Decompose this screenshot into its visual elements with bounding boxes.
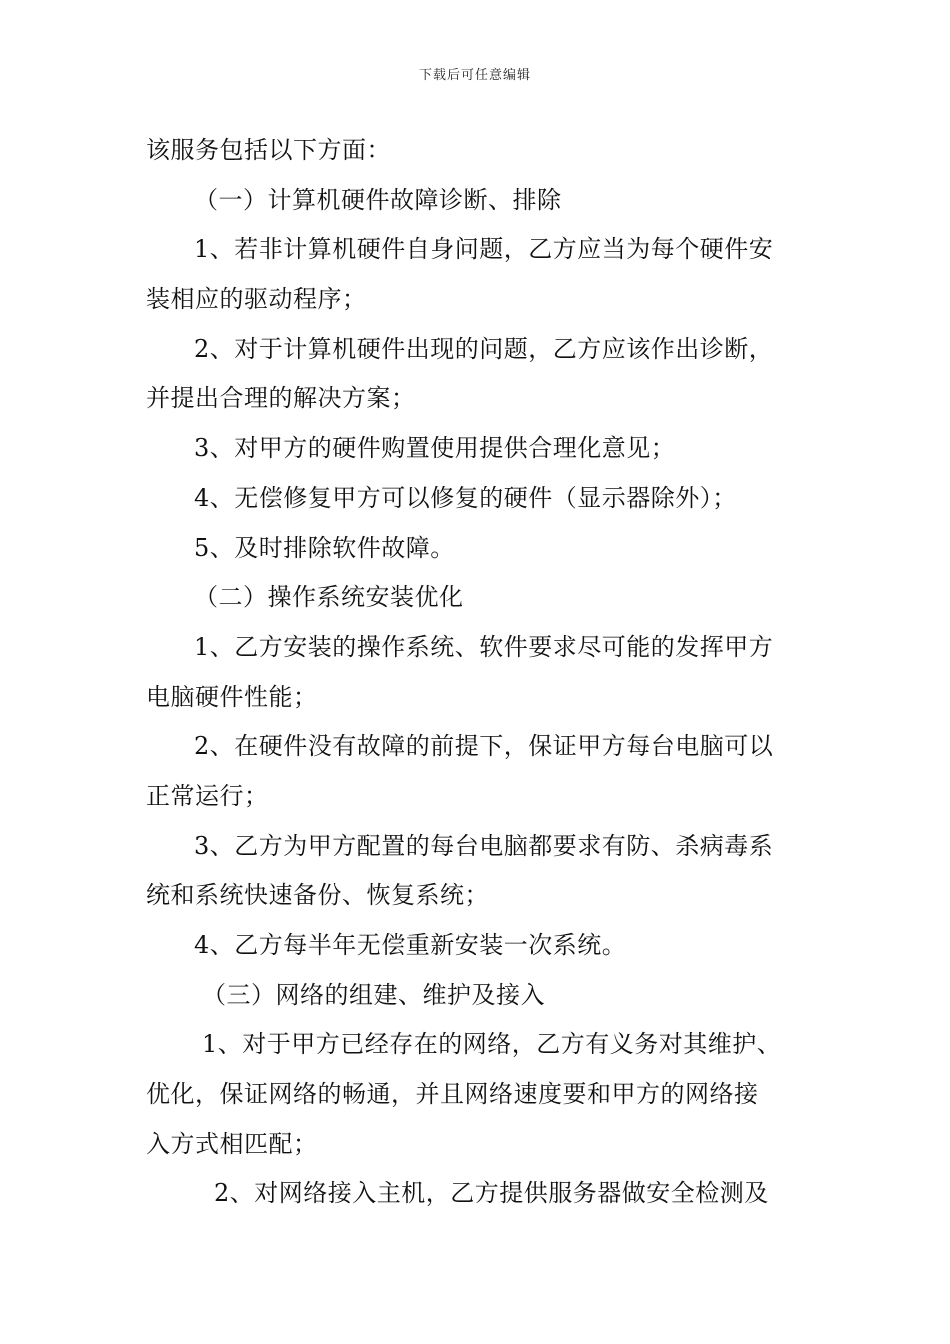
paragraph-line: 正常运行； bbox=[146, 781, 269, 810]
paragraph-line: 统和系统快速备份、恢复系统； bbox=[146, 881, 489, 910]
paragraph-line: 优化，保证网络的畅通，并且网络速度要和甲方的网络接 bbox=[146, 1080, 759, 1109]
paragraph-line: 电脑硬件性能； bbox=[146, 682, 318, 711]
paragraph-line: 5、及时排除软件故障。 bbox=[194, 533, 455, 562]
paragraph-line: 3、乙方为甲方配置的每台电脑都要求有防、杀病毒系 bbox=[194, 831, 774, 860]
section-heading: （三）网络的组建、维护及接入 bbox=[202, 980, 545, 1009]
paragraph-line: 4、乙方每半年无偿重新安装一次系统。 bbox=[194, 931, 627, 959]
paragraph-line: 2、对网络接入主机，乙方提供服务器做安全检测及 bbox=[214, 1179, 769, 1208]
document-body bbox=[146, 126, 816, 1219]
paragraph-line: 装相应的驱动程序； bbox=[146, 285, 367, 314]
paragraph-line: 3、对甲方的硬件购置使用提供合理化意见； bbox=[194, 434, 676, 463]
paragraph-line: 并提出合理的解决方案； bbox=[146, 384, 416, 413]
paragraph-line: 1、若非计算机硬件自身问题，乙方应当为每个硬件安 bbox=[194, 235, 774, 264]
section-heading: （一）计算机硬件故障诊断、排除 bbox=[194, 185, 562, 214]
paragraph-line: 2、对于计算机硬件出现的问题，乙方应该作出诊断， bbox=[194, 334, 774, 363]
page-header-note: 下载后可任意编辑 bbox=[418, 68, 531, 83]
paragraph-line: 该服务包括以下方面： bbox=[146, 136, 391, 164]
paragraph-line: 1、乙方安装的操作系统、软件要求尽可能的发挥甲方 bbox=[194, 632, 774, 661]
section-heading: （二）操作系统安装优化 bbox=[194, 583, 464, 612]
paragraph-line: 2、在硬件没有故障的前提下，保证甲方每台电脑可以 bbox=[194, 732, 774, 761]
paragraph-line: 4、无偿修复甲方可以修复的硬件（显示器除外）； bbox=[194, 483, 737, 512]
paragraph-line: 入方式相匹配； bbox=[146, 1129, 318, 1158]
paragraph-line: 1、对于甲方已经存在的网络，乙方有义务对其维护、 bbox=[202, 1030, 782, 1059]
